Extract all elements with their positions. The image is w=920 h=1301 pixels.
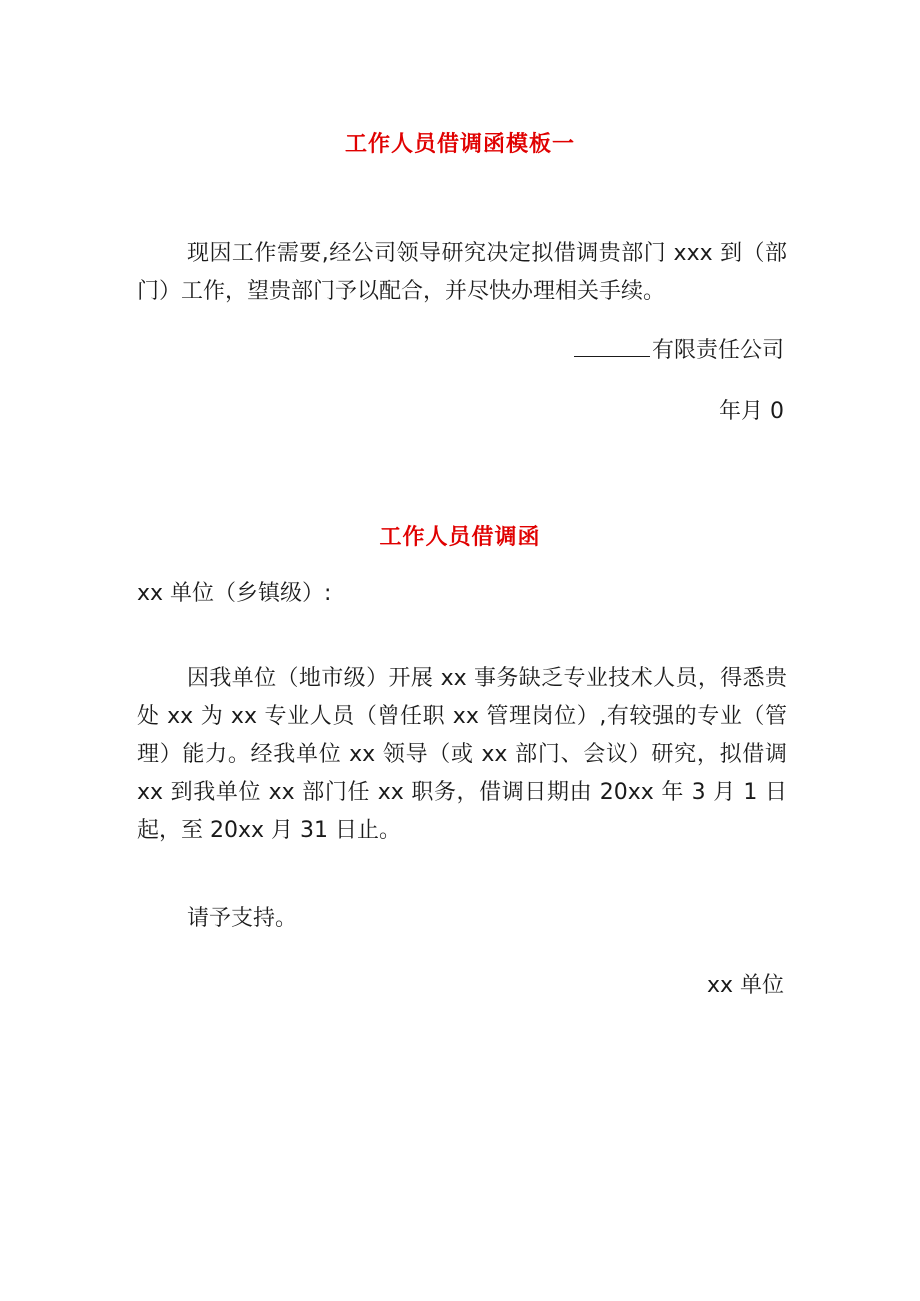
section2-signature: xx 单位 bbox=[706, 973, 784, 998]
section2-body: 因我单位（地市级）开展 xx 事务缺乏专业技术人员，得悉贵处 xx 为 xx 专业人员（曾任职 xx 管理岗位）,有较强的专业（管理）能力。经我单位 xx 领导（或 xx 部门、会议）研究，拟借调 xx 到我单位 xx 部门任 xx 职务，借调日期由 20xx 年 3 月 1 日起，至 20xx 月 31 日止。 bbox=[137, 666, 787, 843]
section1-title: 工作人员借调函模板一 bbox=[344, 132, 575, 157]
section1-company-signature bbox=[574, 334, 784, 367]
section1-date: 年月 0 bbox=[719, 399, 784, 424]
company-name-blank bbox=[574, 334, 650, 357]
section1-body: 现因工作需要,经公司领导研究决定拟借调贵部门 xxx 到（部门）工作，望贵部门予以配合，并尽快办理相关手续。 bbox=[137, 241, 787, 304]
section2-title: 工作人员借调函 bbox=[379, 525, 541, 550]
section2-closing: 请予支持。 bbox=[187, 906, 298, 931]
company-suffix: 有限责任公司 bbox=[651, 338, 784, 363]
section2-salutation: xx 单位（乡镇级）: bbox=[137, 581, 332, 606]
